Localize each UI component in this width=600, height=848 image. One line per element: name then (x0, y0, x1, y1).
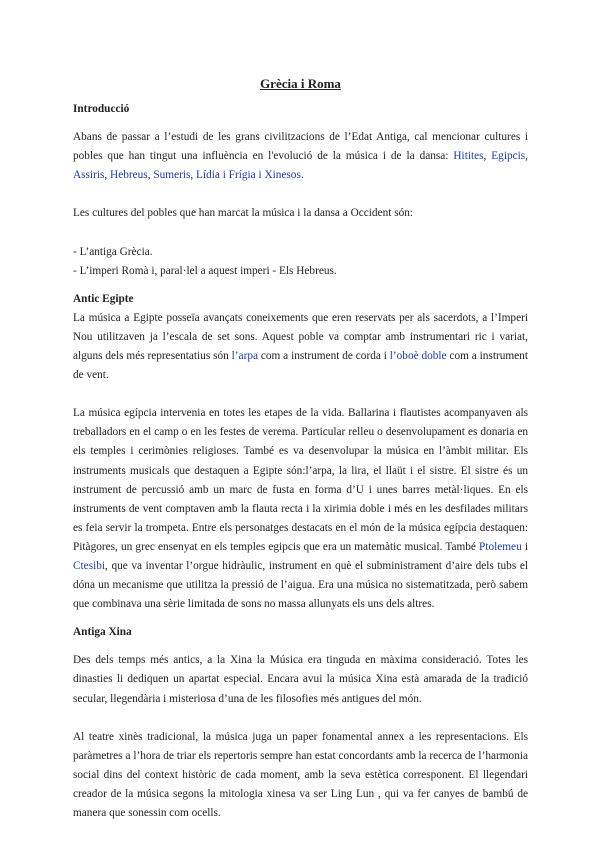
egypt-p1-text-a: La música a Egipte posseïa avançats coneixements que eren reservats per als sacerdots, a l’Imperi Nou utilitzaven ja l’escala de set sons. Aquest poble va comptar amb instrumentari ric i variat, alguns dels més representatius són (73, 311, 528, 363)
heading-antiga-xina: Antiga Xina (73, 626, 132, 639)
document-page (73, 74, 528, 823)
link-sumeris[interactable]: Sumeris (153, 169, 191, 182)
link-lidia-frigia-xinesos[interactable]: Lídia i Frígia i Xinesos (196, 169, 301, 182)
egypt-paragraph-2 (73, 404, 528, 614)
link-arpa[interactable]: l’arpa (231, 350, 258, 363)
intro-paragraph-2: Les cultures del pobles que han marcat la música i la dansa a Occident són: (73, 207, 414, 220)
link-ptolemeu[interactable]: Ptolemeu (479, 540, 522, 553)
page-title: Grècia i Roma (260, 76, 341, 91)
link-egipcis[interactable]: Egipcis (491, 150, 526, 163)
egypt-p1-text-c: com a instrument de vent. (73, 350, 528, 382)
link-oboe-doble[interactable]: l’oboè doble (389, 350, 447, 363)
egypt-paragraph-1 (73, 309, 528, 385)
link-hitites[interactable]: Hitites (453, 150, 484, 163)
egypt-p2-text-mid: i (521, 540, 529, 553)
egypt-p2-text-a: La música egípcia intervenia en totes les etapes de la vida. Ballarina i flautistes acompanyaven als treballadors en el camp o en les festes de verema. Particular relleu o desenvolupament es donaria en els temples i cerimònies religioses. També es va desenvolupar la música en l’àmbit militar. Els instruments musicals que destaquen a Egipte són:l’arpa, la lira, el llaüt i el sistre. El sistre és un instrument de percussió amb un marc de fusta en forma d’U i unes barres metàl·liques. En els instruments de vent comptaven amb la flauta recta i la xirimia doble i més en les desfilades militars es feia servir la trompeta. Entre els personatges destacats en el món de la música egípcia destaquen: Pitàgores, un grec ensenyat en els temples egipcis que era un matemàtic musical. També (73, 407, 528, 553)
intro-paragraph-1: Abans de passar a l’estudi de les grans civilitzacions de l’Edat Antiga, cal mencionar cultures i pobles que han tingut una influència en l'evolució de la música i de la dansa: Hitites, Egipcis, Assiris, Hebreus, Sumeris, Lídia i Frígia i Xinesos. (73, 131, 528, 182)
intro-p1-text: Abans de passar a l’estudi de les grans civilitzacions de l’Edat Antiga, cal mencionar cultures i pobles que han tingut una influència en l'evolució de la música i de la dansa: (73, 131, 528, 163)
china-paragraph-1: Des dels temps més antics, a la Xina la Música era tinguda en màxima consideració. Totes les dinasties li dediquen un apartat especial. Encara avui la música Xina està amarada de la tradició secular, llegendària i misteriosa d’una de les filosofies més antigues del món. (73, 654, 528, 705)
egypt-p1-text-b: com a instrument de corda i (258, 350, 390, 363)
china-paragraph-2: Al teatre xinès tradicional, la música juga un paper fonamental annex a les representacions. Els paràmetres a l’hora de triar els repertoris sempre han estat concordants amb la recerca de l’harmonia social dins del context històric de cada moment, amb la seva estètica corresponent. El llegendari creador de la música segons la mitologia xinesa va ser Ling Lun , qui va fer canyes de bambú de manera que sonessin com ocells. (73, 730, 528, 819)
intro-list-item: - L’imperi Romà i, paral·lel a aquest imperi - Els Hebreus. (73, 264, 337, 277)
heading-introduccio: Introducció (73, 103, 130, 116)
link-ctesibi[interactable]: Ctesibi (73, 559, 106, 572)
intro-list-item: - L’antiga Grècia. (73, 245, 153, 258)
egypt-p2-text-b: , que va inventar l’orgue hidràulic, instrument en què el subministrament d’aire dels tubs el dóna un mecanisme que utilitza la pressió de l’aigua. Era una música no sistematitzada, però sabem que combinava una sèrie limitada de sons no massa allunyats els uns dels altres. (73, 559, 528, 611)
link-hebreus[interactable]: Hebreus (110, 169, 148, 182)
link-assiris[interactable]: Assiris (73, 169, 105, 182)
heading-antic-egipte: Antic Egipte (73, 292, 134, 305)
